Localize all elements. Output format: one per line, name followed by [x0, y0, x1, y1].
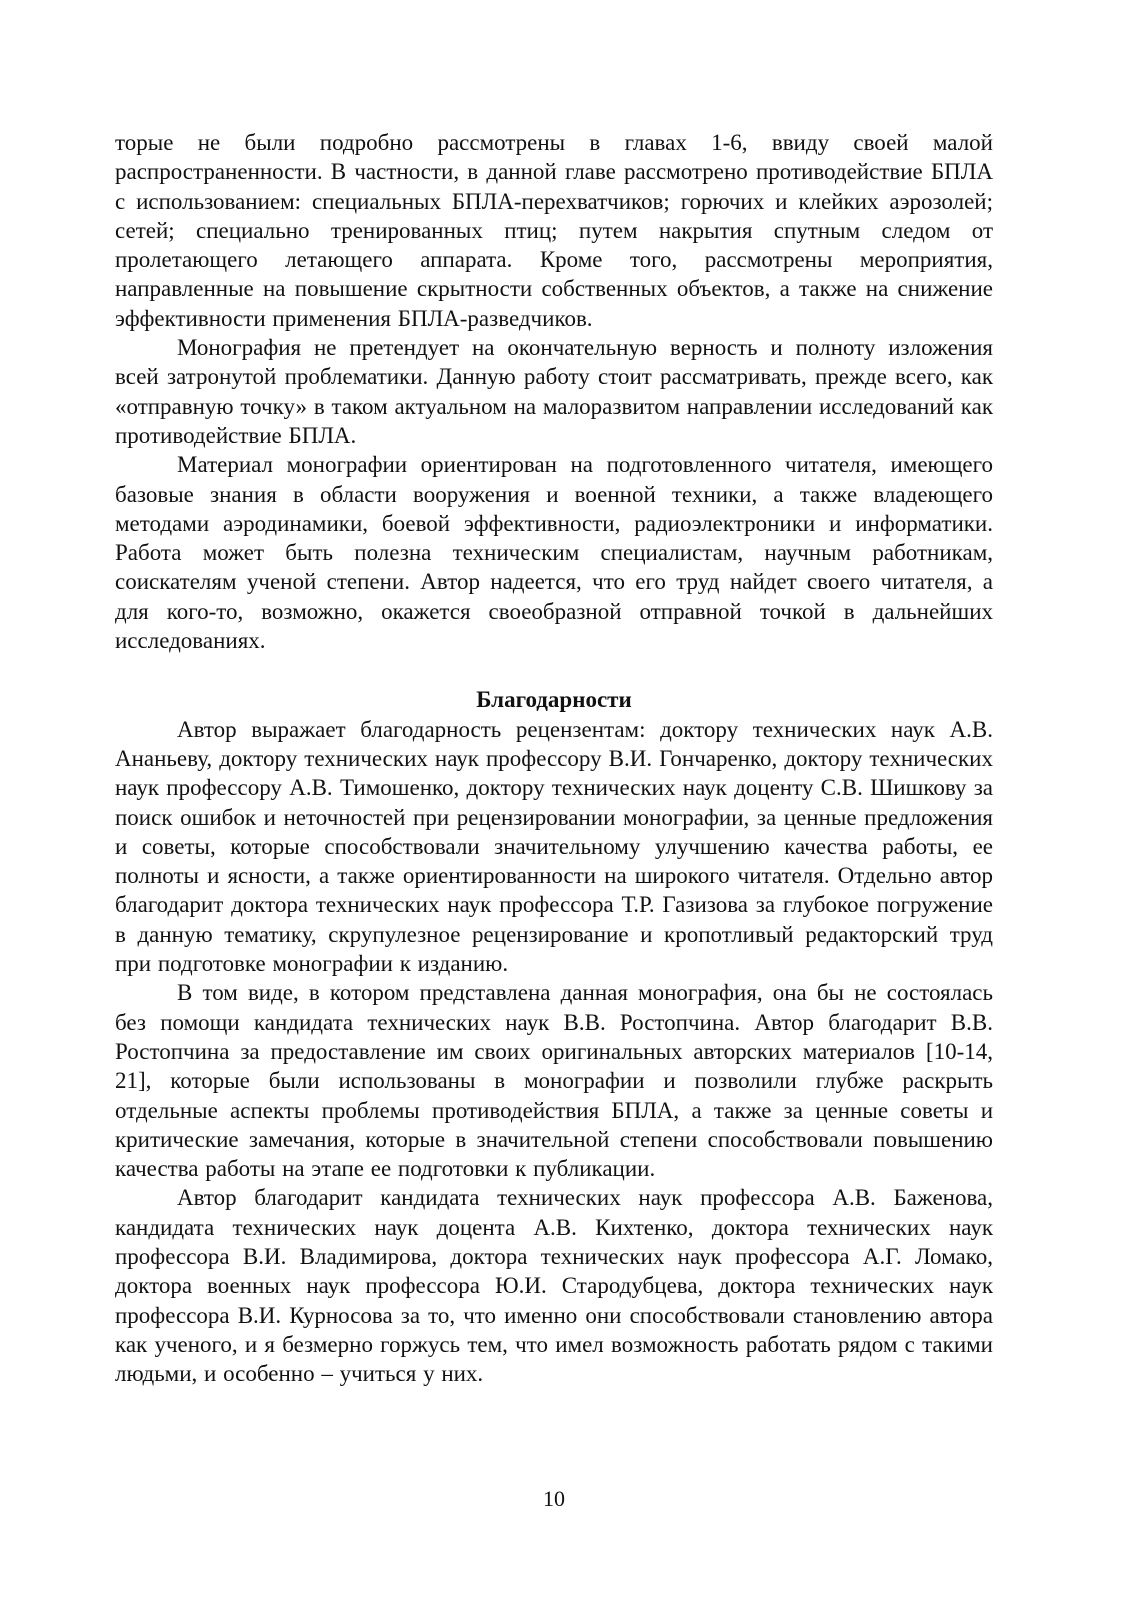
paragraph-continuation: торые не были подробно рассмотрены в главах 1-6, ввиду своей малой распространенности. В частности, в данной главе рассмотрено противодействие БПЛА с использованием: специальных БПЛА-перехватчиков; горючих и клейких аэрозолей; сетей; специально тренированных птиц; путем накрытия спутным следом от пролетающего летающего аппарата. Кроме того, рассмотрены мероприятия, направленные на повышение скрытности собственных объектов, а также на снижение эффективности применения БПЛА-разведчиков. — [115, 130, 993, 331]
paragraph: В том виде, в котором представлена данная монография, она бы не состоялась без помощи кандидата технических наук В.В. Ростопчина. Автор благодарит В.В. Ростопчина за предоставление им своих оригинальных авторских материалов [10-14, 21], которые были использованы в монографии и позволили глубже раскрыть отдельные аспекты проблемы противодействия БПЛА, а также за ценные советы и критические замечания, которые в значительной степени способствовали повышению качества работы на этапе ее подготовки к публикации. — [115, 980, 993, 1182]
page-text-block — [115, 128, 993, 1388]
page-footer — [115, 1486, 993, 1512]
paragraph: Автор выражает благодарность рецензентам: доктору технических наук А.В. Ананьеву, доктору технических наук профессору В.И. Гончаренко, доктору технических наук профессору А.В. Тимошенко, доктору технических наук доценту С.В. Шишкову за поиск ошибок и неточностей при рецензировании монографии, за ценные предложения и советы, которые способствовали значительному улучшению качества работы, ее полноты и ясности, а также ориентированности на широкого читателя. Отдельно автор благодарит доктора технических наук профессора Т.Р. Газизова за глубокое погружение в данную тематику, скрупулезное рецензирование и кропотливый редакторский труд при подготовке монографии к изданию. — [115, 716, 993, 977]
section-heading-acknowledgments: Благодарности — [476, 687, 632, 713]
paragraph: Монография не претендует на окончательную верность и полноту изложения всей затронутой проблематики. Данную работу стоит рассматривать, прежде всего, как «отправную точку» в таком актуальном на малоразвитом направлении исследований как противодействие БПЛА. — [115, 335, 993, 448]
page-number: 10 — [543, 1486, 565, 1511]
paragraph: Автор благодарит кандидата технических наук профессора А.В. Баженова, кандидата технических наук доцента А.В. Кихтенко, доктора технических наук профессора В.И. Владимирова, доктора технических наук профессора А.Г. Ломако, доктора военных наук профессора Ю.И. Стародубцева, доктора технических наук профессора В.И. Курносова за то, что именно они способствовали становлению автора как ученого, и я безмерно горжусь тем, что имел возможность работать рядом с такими людьми, и особенно – учиться у них. — [115, 1185, 993, 1387]
paragraph: Материал монографии ориентирован на подготовленного читателя, имеющего базовые знания в области вооружения и военной техники, а также владеющего методами аэродинамики, боевой эффективности, радиоэлектроники и информатики. Работа может быть полезна техническим специалистам, научным работникам, соискателям ученой степени. Автор надеется, что его труд найдет своего читателя, а для кого-то, возможно, окажется своеобразной отправной точкой в дальнейших исследованиях. — [115, 452, 993, 654]
